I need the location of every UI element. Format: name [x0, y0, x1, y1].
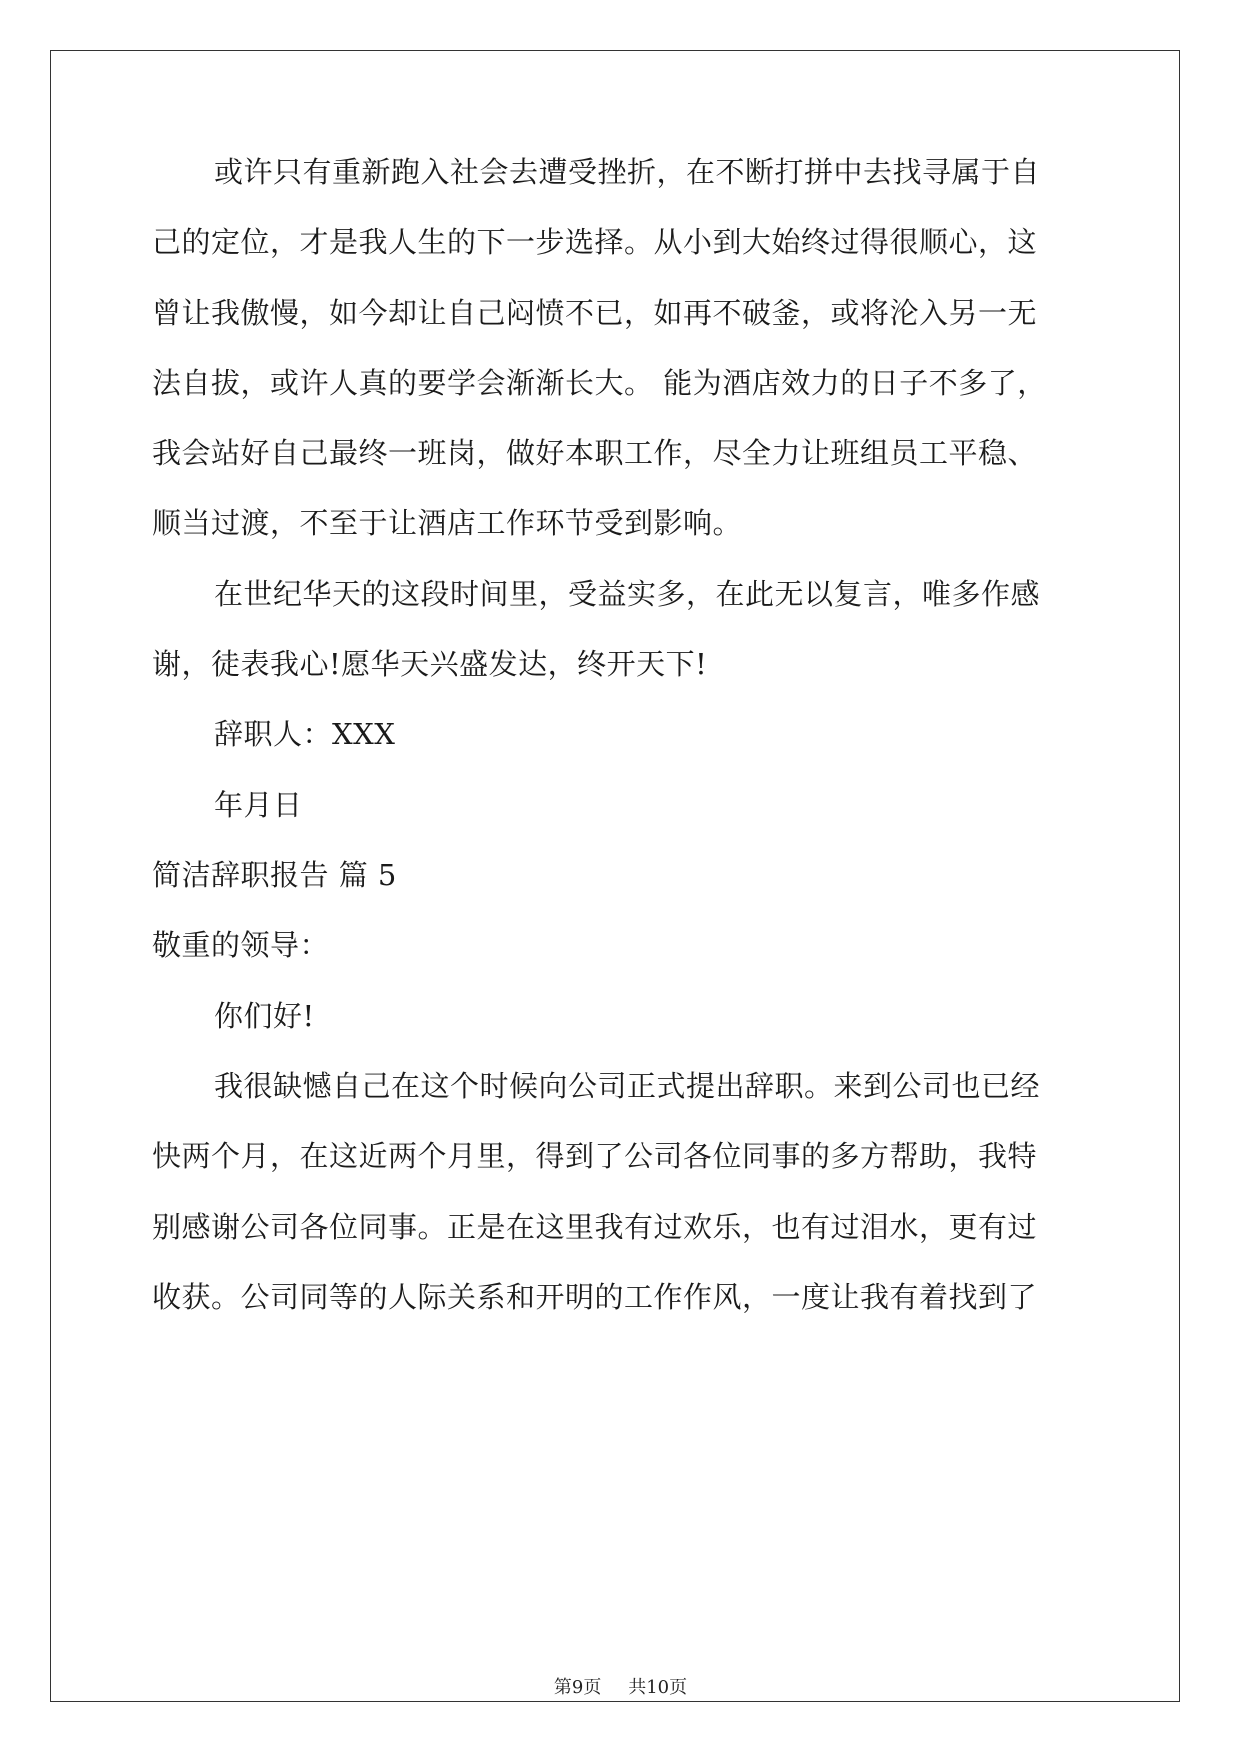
- paragraph-line: 法自拔，或许人真的要学会渐渐长大。 能为酒店效力的日子不多了，: [152, 366, 1047, 400]
- page-total: 共10页: [628, 1677, 688, 1698]
- paragraph-line: 在世纪华天的这段时间里，受益实多，在此无以复言，唯多作感: [214, 577, 1041, 611]
- page-number: 第9页: [553, 1677, 602, 1698]
- paragraph-line: 顺当过渡，不至于让酒店工作环节受到影响。: [152, 506, 743, 540]
- salutation: 敬重的领导：: [152, 928, 330, 962]
- greeting: 你们好!: [214, 999, 315, 1033]
- section-heading: 简洁辞职报告 篇 5: [152, 858, 397, 892]
- paragraph-line: 我很缺憾自己在这个时候向公司正式提出辞职。来到公司也已经: [214, 1069, 1041, 1103]
- paragraph-line: 谢，徒表我心!愿华天兴盛发达，终开天下!: [152, 647, 708, 681]
- page-footer: [0, 1676, 1241, 1700]
- paragraph-line: 别感谢公司各位同事。正是在这里我有过欢乐，也有过泪水，更有过: [152, 1210, 1038, 1244]
- date-line: 年月日: [214, 788, 303, 822]
- paragraph-line: 或许只有重新跑入社会去遭受挫折，在不断打拼中去找寻属于自: [214, 155, 1041, 189]
- paragraph-line: 快两个月，在这近两个月里，得到了公司各位同事的多方帮助，我特: [152, 1139, 1038, 1173]
- signature-line: 辞职人：XXX: [214, 717, 396, 751]
- paragraph-line: 曾让我傲慢，如今却让自己闷愤不已，如再不破釜，或将沦入另一无: [152, 296, 1038, 330]
- paragraph-line: 我会站好自己最终一班岗，做好本职工作，尽全力让班组员工平稳、: [152, 436, 1038, 470]
- paragraph-line: 收获。公司同等的人际关系和开明的工作作风，一度让我有着找到了: [152, 1280, 1038, 1314]
- paragraph-line: 己的定位，才是我人生的下一步选择。从小到大始终过得很顺心，这: [152, 225, 1038, 259]
